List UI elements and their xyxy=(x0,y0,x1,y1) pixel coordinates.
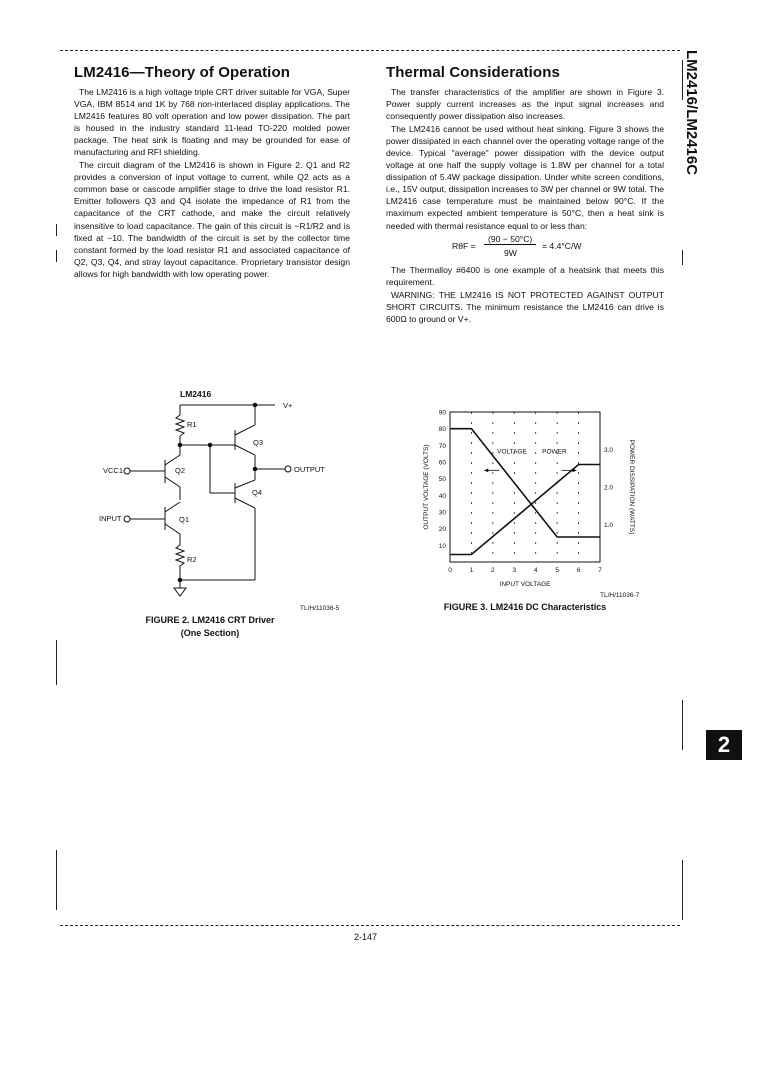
formula-rhs: = 4.4°C/W xyxy=(542,240,582,251)
series-line-power xyxy=(450,465,600,555)
fig2-q3-label: Q3 xyxy=(253,438,264,447)
x-tick-label: 3 xyxy=(512,567,517,574)
chart-frame xyxy=(450,412,600,562)
fig2-caption-sub: (One Section) xyxy=(180,628,240,638)
right-column xyxy=(386,64,664,326)
left-margin-bar xyxy=(56,850,57,910)
left-margin-bar xyxy=(56,250,57,262)
left-column xyxy=(74,64,350,281)
figure3-chart xyxy=(395,400,650,595)
y2-tick-label: 3.0 xyxy=(604,447,614,454)
figure2-schematic xyxy=(95,385,335,615)
x-tick-label: 6 xyxy=(576,567,581,574)
y-tick-label: 20 xyxy=(438,526,446,534)
fig3-caption: FIGURE 3. LM2416 DC Characteristics xyxy=(443,602,607,612)
bottom-rule xyxy=(60,925,680,926)
left-paragraph: The LM2416 is a high voltage triple CRT driver suitable for VGA, Super VGA, IBM 8514 and 1K by 768 non-interlaced display applications. The LM2416 features 80 volt operation and low power dissipation. The part is housed in the industry standard 11-lead TO-220 molded power package. The heat sink is floating and may be grounded for ease of manufacturing and RFI shielding. xyxy=(74,87,350,158)
fig2-output-label: OUTPUT xyxy=(294,465,325,474)
fig2-input-label: INPUT xyxy=(99,514,122,523)
right-heading: Thermal Considerations xyxy=(386,64,560,81)
right-paragraph: The Thermalloy #6400 is one example of a heatsink that meets this requirement. xyxy=(386,264,664,287)
y-tick-label: 90 xyxy=(438,409,446,417)
fig2-vplus-label: V+ xyxy=(283,401,293,410)
fig2-r2-label: R2 xyxy=(187,555,197,564)
fig2-vcc1-label: VCC1 xyxy=(103,466,124,475)
y-tick-label: 80 xyxy=(438,426,446,434)
formula-lhs: RθF = xyxy=(452,240,476,251)
y-tick-label: 60 xyxy=(438,459,446,467)
fig3-tl-code: TL/H/11036-7 xyxy=(600,592,640,599)
left-paragraph: The circuit diagram of the LM2416 is shown in Figure 2. Q1 and R2 provides a conversion of input voltage to current, while Q2 acts as a common base or cascode amplifier stage to drive the load resistor R1. Emitter followers Q3 and Q4 isolate the impedance of R1 from the capacitance of the CRT cathode, and make the circuit relatively insensitive to load capacitance. The gain of this circuit is −R1/R2 and is fixed at −10. The bandwidth of the circuit is set by the collector time constant formed by the load resistor R1 and associated capacitance of Q2, Q3, Q4, and stray layout capacitance. Proprietary transistor design allows for high bandwidth with low operating power. xyxy=(74,160,350,279)
warning-paragraph: WARNING: THE LM2416 IS NOT PROTECTED AGAINST OUTPUT SHORT CIRCUITS. The minimum resistance the LM2416 can drive is 600Ω to ground or V+. xyxy=(386,289,664,324)
y-axis-label: OUTPUT VOLTAGE (VOLTS) xyxy=(423,444,430,530)
series-line-voltage xyxy=(450,429,600,537)
right-margin-bar xyxy=(682,700,683,750)
fig2-chip-label: LM2416 xyxy=(180,389,212,399)
x-tick-label: 0 xyxy=(448,567,452,574)
y2-tick-label: 1.0 xyxy=(604,522,614,529)
x-tick-label: 7 xyxy=(598,567,602,574)
right-margin-bar xyxy=(682,250,683,265)
fig2-tl-code: TL/H/11036-5 xyxy=(300,605,340,612)
formula-numerator: (90 − 50°C) xyxy=(484,234,536,245)
series-label-voltage: VOLTAGE xyxy=(497,448,527,456)
thermal-formula xyxy=(386,234,664,260)
page-number: 2-147 xyxy=(354,932,378,942)
fig2-q4-label: Q4 xyxy=(252,488,263,497)
left-margin-bar xyxy=(56,640,57,685)
right-margin-bar xyxy=(682,860,683,920)
series-label-power: POWER xyxy=(542,448,567,456)
fig2-caption: FIGURE 2. LM2416 CRT Driver xyxy=(145,615,275,625)
left-heading: LM2416—Theory of Operation xyxy=(74,64,290,81)
x-axis-label: INPUT VOLTAGE xyxy=(499,581,551,588)
top-rule xyxy=(60,50,680,51)
section-tab: 2 xyxy=(706,730,742,760)
voltage-arrowhead xyxy=(484,468,488,472)
right-paragraph: The transfer characteristics of the amplifier are shown in Figure 3. Power supply current increases as the input signal increases and consequently power dissipation also increases. xyxy=(386,87,664,122)
x-tick-label: 1 xyxy=(469,567,474,574)
y2-tick-label: 2.0 xyxy=(604,484,614,492)
x-tick-label: 5 xyxy=(555,567,559,574)
y-tick-label: 10 xyxy=(438,542,446,550)
left-margin-bar xyxy=(56,224,57,236)
right-paragraph: The LM2416 cannot be used without heat sinking. Figure 3 shows the power dissipated in each channel over the operating voltage range of the device. Typical "average" power dissipation with the device output voltage at one half the supply voltage is 1.8W per channel for a total dissipation of 5.4W package dissipation. Under white screen conditions, i.e., 15V output, dissipation increases to 3W per channel or 9W total. The LM2416 case temperature must be maintained below 90°C. If the maximum expected ambient temperature is 50°C, then a heat sink is needed with thermal resistance equal to or less than: xyxy=(386,124,664,231)
y-tick-label: 40 xyxy=(438,492,446,500)
fig2-q1-label: Q1 xyxy=(179,515,190,524)
side-title: LM2416/LM2416C xyxy=(683,50,700,176)
formula-denominator: 9W xyxy=(504,247,517,258)
y-tick-label: 50 xyxy=(438,476,446,484)
y-tick-label: 70 xyxy=(438,442,446,450)
y-tick-label: 30 xyxy=(438,509,446,517)
fig2-r1-label: R1 xyxy=(187,420,197,429)
y2-axis-label: POWER DISSIPATION (WATTS) xyxy=(628,439,635,535)
x-tick-label: 4 xyxy=(533,567,538,574)
x-tick-label: 2 xyxy=(491,567,495,574)
fig2-q2-label: Q2 xyxy=(175,466,186,475)
